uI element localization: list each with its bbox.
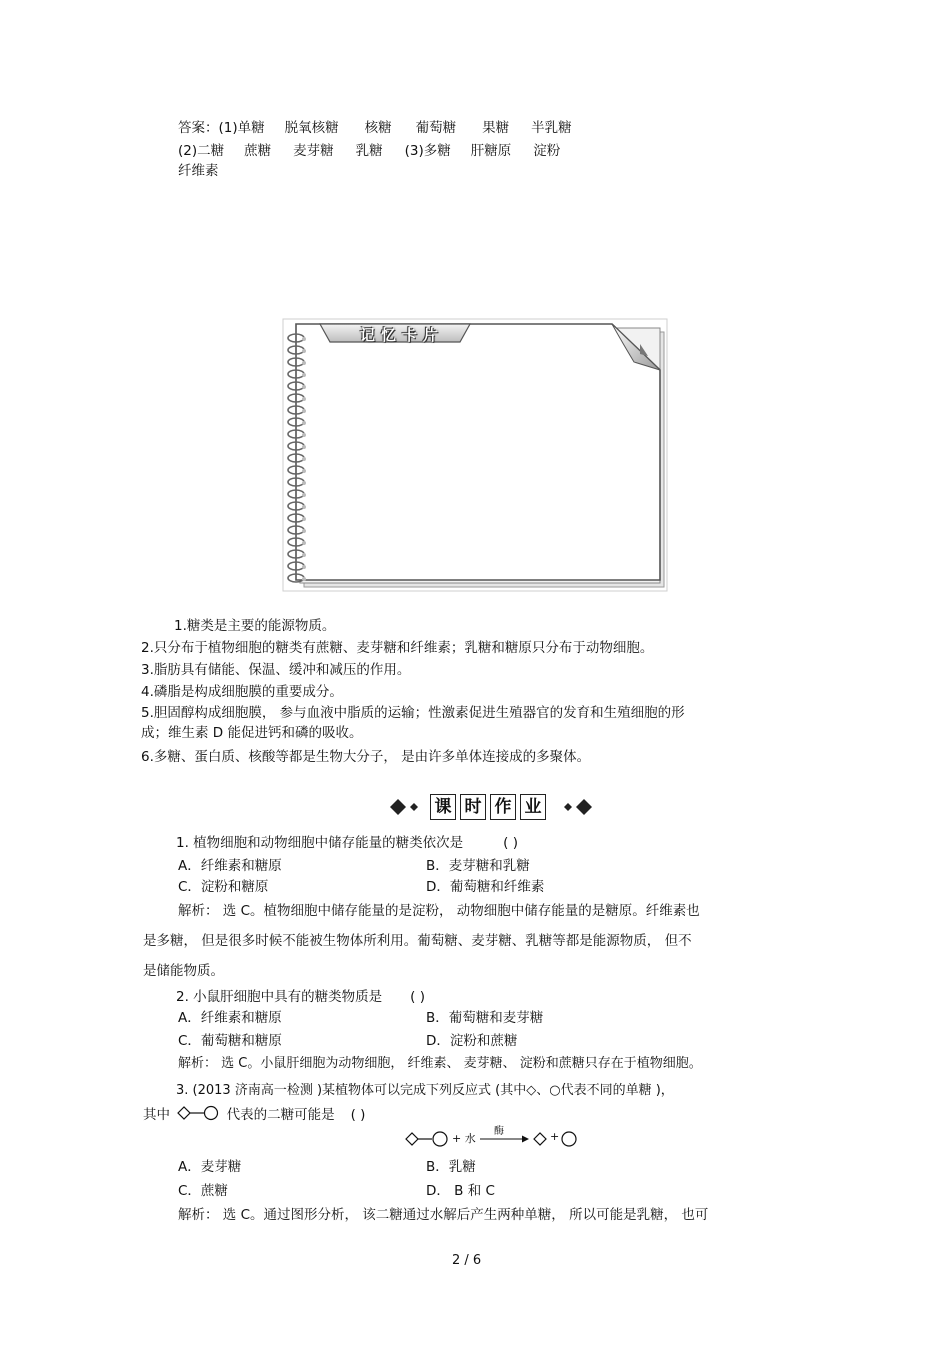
point-3: 3.脂肪具有储能、保温、缓冲和减压的作用。 <box>141 662 411 678</box>
answer-term: 葡萄糖 <box>415 120 457 136</box>
memory-card-title: 记忆卡片 <box>360 326 445 344</box>
binding-hole <box>302 577 306 581</box>
binding-hole <box>302 517 306 521</box>
answer-line-3: 纤维素 <box>178 163 219 179</box>
spiral-ring <box>288 502 304 510</box>
spiral-ring <box>288 562 304 570</box>
point-5-cont: 成；维生素 D 能促进钙和磷的吸收。 <box>141 725 363 741</box>
q1-stem <box>176 834 518 852</box>
answer-term: (2)二糖 <box>178 143 225 159</box>
q1-analysis-3: 是储能物质。 <box>143 963 224 979</box>
q2-stem <box>176 988 425 1006</box>
point-5: 5.胆固醇构成细胞膜， 参与血液中脂质的运输；性激素促进生殖器官的发育和生殖细胞的形 <box>141 705 685 721</box>
binding-hole <box>302 397 306 401</box>
homework-banner <box>388 794 594 820</box>
spiral-ring <box>288 382 304 390</box>
q1-analysis-1: 解析： 选 C。植物细胞中储存能量的是淀粉， 动物细胞中储存能量的是糖原。纤维素也 <box>178 903 700 919</box>
spiral-ring <box>288 346 304 354</box>
answer-term: (1)单糖 <box>218 120 265 136</box>
q3-analysis: 解析： 选 C。通过图形分析， 该二糖通过水解后产生两种单糖， 所以可能是乳糖， 也可 <box>178 1207 709 1223</box>
q3-option-d: D． B 和 C <box>426 1183 495 1199</box>
spiral-ring <box>288 526 304 534</box>
spiral-ring <box>288 394 304 402</box>
answer-prefix: 答案： <box>178 120 219 136</box>
answer-line-2 <box>178 142 560 160</box>
monosaccharide-circle-icon <box>560 1130 578 1148</box>
spiral-ring <box>288 334 304 342</box>
answer-term: 肝糖原 <box>470 143 512 159</box>
binding-hole <box>302 553 306 557</box>
point-6: 6.多糖、蛋白质、核酸等都是生物大分子， 是由许多单体连接成的多聚体。 <box>141 749 591 765</box>
spiral-ring <box>288 574 304 582</box>
binding-hole <box>302 481 306 485</box>
q3-stem2-prefix: 其中 <box>143 1107 170 1123</box>
q1-stem-text: 1. 植物细胞和动物细胞中储存能量的糖类依次是 <box>176 835 464 851</box>
spiral-ring <box>288 466 304 474</box>
binding-hole <box>302 337 306 341</box>
answer-term: 核糖 <box>364 120 392 136</box>
binding-hole <box>302 541 306 545</box>
binding-hole <box>302 505 306 509</box>
answer-bracket: ( ) <box>350 1107 366 1123</box>
q2-option-c: C．葡萄糖和糖原 <box>178 1033 282 1049</box>
binding-hole <box>302 361 306 365</box>
binding-hole <box>302 565 306 569</box>
spiral-ring <box>288 418 304 426</box>
spiral-ring <box>288 430 304 438</box>
q3-option-b: B．乳糖 <box>426 1159 476 1175</box>
banner-char: 时 <box>460 794 486 820</box>
answer-line-1 <box>178 119 572 137</box>
page-number: 2 / 6 <box>452 1253 482 1268</box>
spiral-rings <box>282 318 312 592</box>
spiral-ring <box>288 406 304 414</box>
q3-stem: 3. (2013 济南高一检测 )某植物体可以完成下列反应式 (其中◇、○代表不同的单糖 )， <box>176 1083 674 1098</box>
answer-term: 果糖 <box>482 120 510 136</box>
binding-hole <box>302 457 306 461</box>
point-4: 4.磷脂是构成细胞膜的重要成分。 <box>141 684 343 700</box>
binding-hole <box>302 349 306 353</box>
q3-option-a: A．麦芽糖 <box>178 1159 242 1175</box>
binding-hole <box>302 409 306 413</box>
banner-char: 业 <box>520 794 546 820</box>
banner-char: 课 <box>430 794 456 820</box>
binding-hole <box>302 385 306 389</box>
answer-term: (3)多糖 <box>404 143 451 159</box>
answer-bracket: ( ) <box>410 989 425 1005</box>
banner-char: 作 <box>490 794 516 820</box>
enzyme-label: 酶 <box>494 1126 504 1137</box>
answer-term: 脱氧核糖 <box>284 120 339 136</box>
monosaccharide-diamond-icon <box>532 1131 548 1147</box>
q2-stem-text: 2. 小鼠肝细胞中具有的糖类物质是 <box>176 989 383 1005</box>
spiral-ring <box>288 538 304 546</box>
spiral-ring <box>288 442 304 450</box>
spiral-ring <box>288 490 304 498</box>
spiral-ring <box>288 454 304 462</box>
q2-option-d: D．淀粉和蔗糖 <box>426 1033 518 1049</box>
answer-term: 半乳糖 <box>531 120 572 136</box>
answer-term: 麦芽糖 <box>293 143 334 159</box>
binding-hole <box>302 421 306 425</box>
q2-analysis: 解析： 选 C。小鼠肝细胞为动物细胞， 纤维素、 麦芽糖、 淀粉和蔗糖只存在于植物细胞。 <box>178 1056 702 1071</box>
q1-option-d: D．葡萄糖和纤维素 <box>426 879 545 895</box>
point-2: 2.只分布于植物细胞的糖类有蔗糖、麦芽糖和纤维素；乳糖和糖原只分布于动物细胞。 <box>141 640 654 656</box>
memory-card <box>282 318 668 592</box>
spiral-ring <box>288 550 304 558</box>
q3-stem-line-2 <box>143 1105 365 1124</box>
q1-option-b: B．麦芽糖和乳糖 <box>426 858 530 874</box>
binding-hole <box>302 433 306 437</box>
point-1: 1.糖类是主要的能源物质。 <box>174 618 336 634</box>
answer-bracket: ( ) <box>503 835 518 851</box>
q1-analysis-2: 是多糖， 但是很多时候不能被生物体所利用。葡萄糖、麦芽糖、乳糖等都是能源物质， 但不 <box>143 933 692 949</box>
reaction-arrow-icon <box>480 1134 530 1144</box>
disaccharide-symbol <box>404 1130 450 1148</box>
notebook-illustration <box>282 318 668 592</box>
spiral-ring <box>288 514 304 522</box>
plus-water-label: + 水 <box>452 1132 476 1145</box>
answer-term: 乳糖 <box>355 143 383 159</box>
answer-term: 蔗糖 <box>244 143 272 159</box>
q3-option-c: C．蔗糖 <box>178 1183 228 1199</box>
binding-hole <box>302 493 306 497</box>
q1-option-a: A．纤维素和糖原 <box>178 858 282 874</box>
binding-hole <box>302 469 306 473</box>
plus-label: + <box>550 1130 560 1143</box>
reaction-equation <box>404 1124 584 1150</box>
q3-stem2-suffix: 代表的二糖可能是 <box>226 1107 335 1123</box>
binding-hole <box>302 373 306 377</box>
spiral-ring <box>288 370 304 378</box>
spiral-ring <box>288 478 304 486</box>
q2-option-b: B．葡萄糖和麦芽糖 <box>426 1010 544 1026</box>
q2-option-a: A．纤维素和糖原 <box>178 1010 282 1026</box>
spiral-ring <box>288 358 304 366</box>
binding-hole <box>302 529 306 533</box>
q1-option-c: C．淀粉和糖原 <box>178 879 269 895</box>
disaccharide-symbol <box>176 1105 220 1121</box>
binding-hole <box>302 445 306 449</box>
answer-term: 淀粉 <box>533 143 561 159</box>
